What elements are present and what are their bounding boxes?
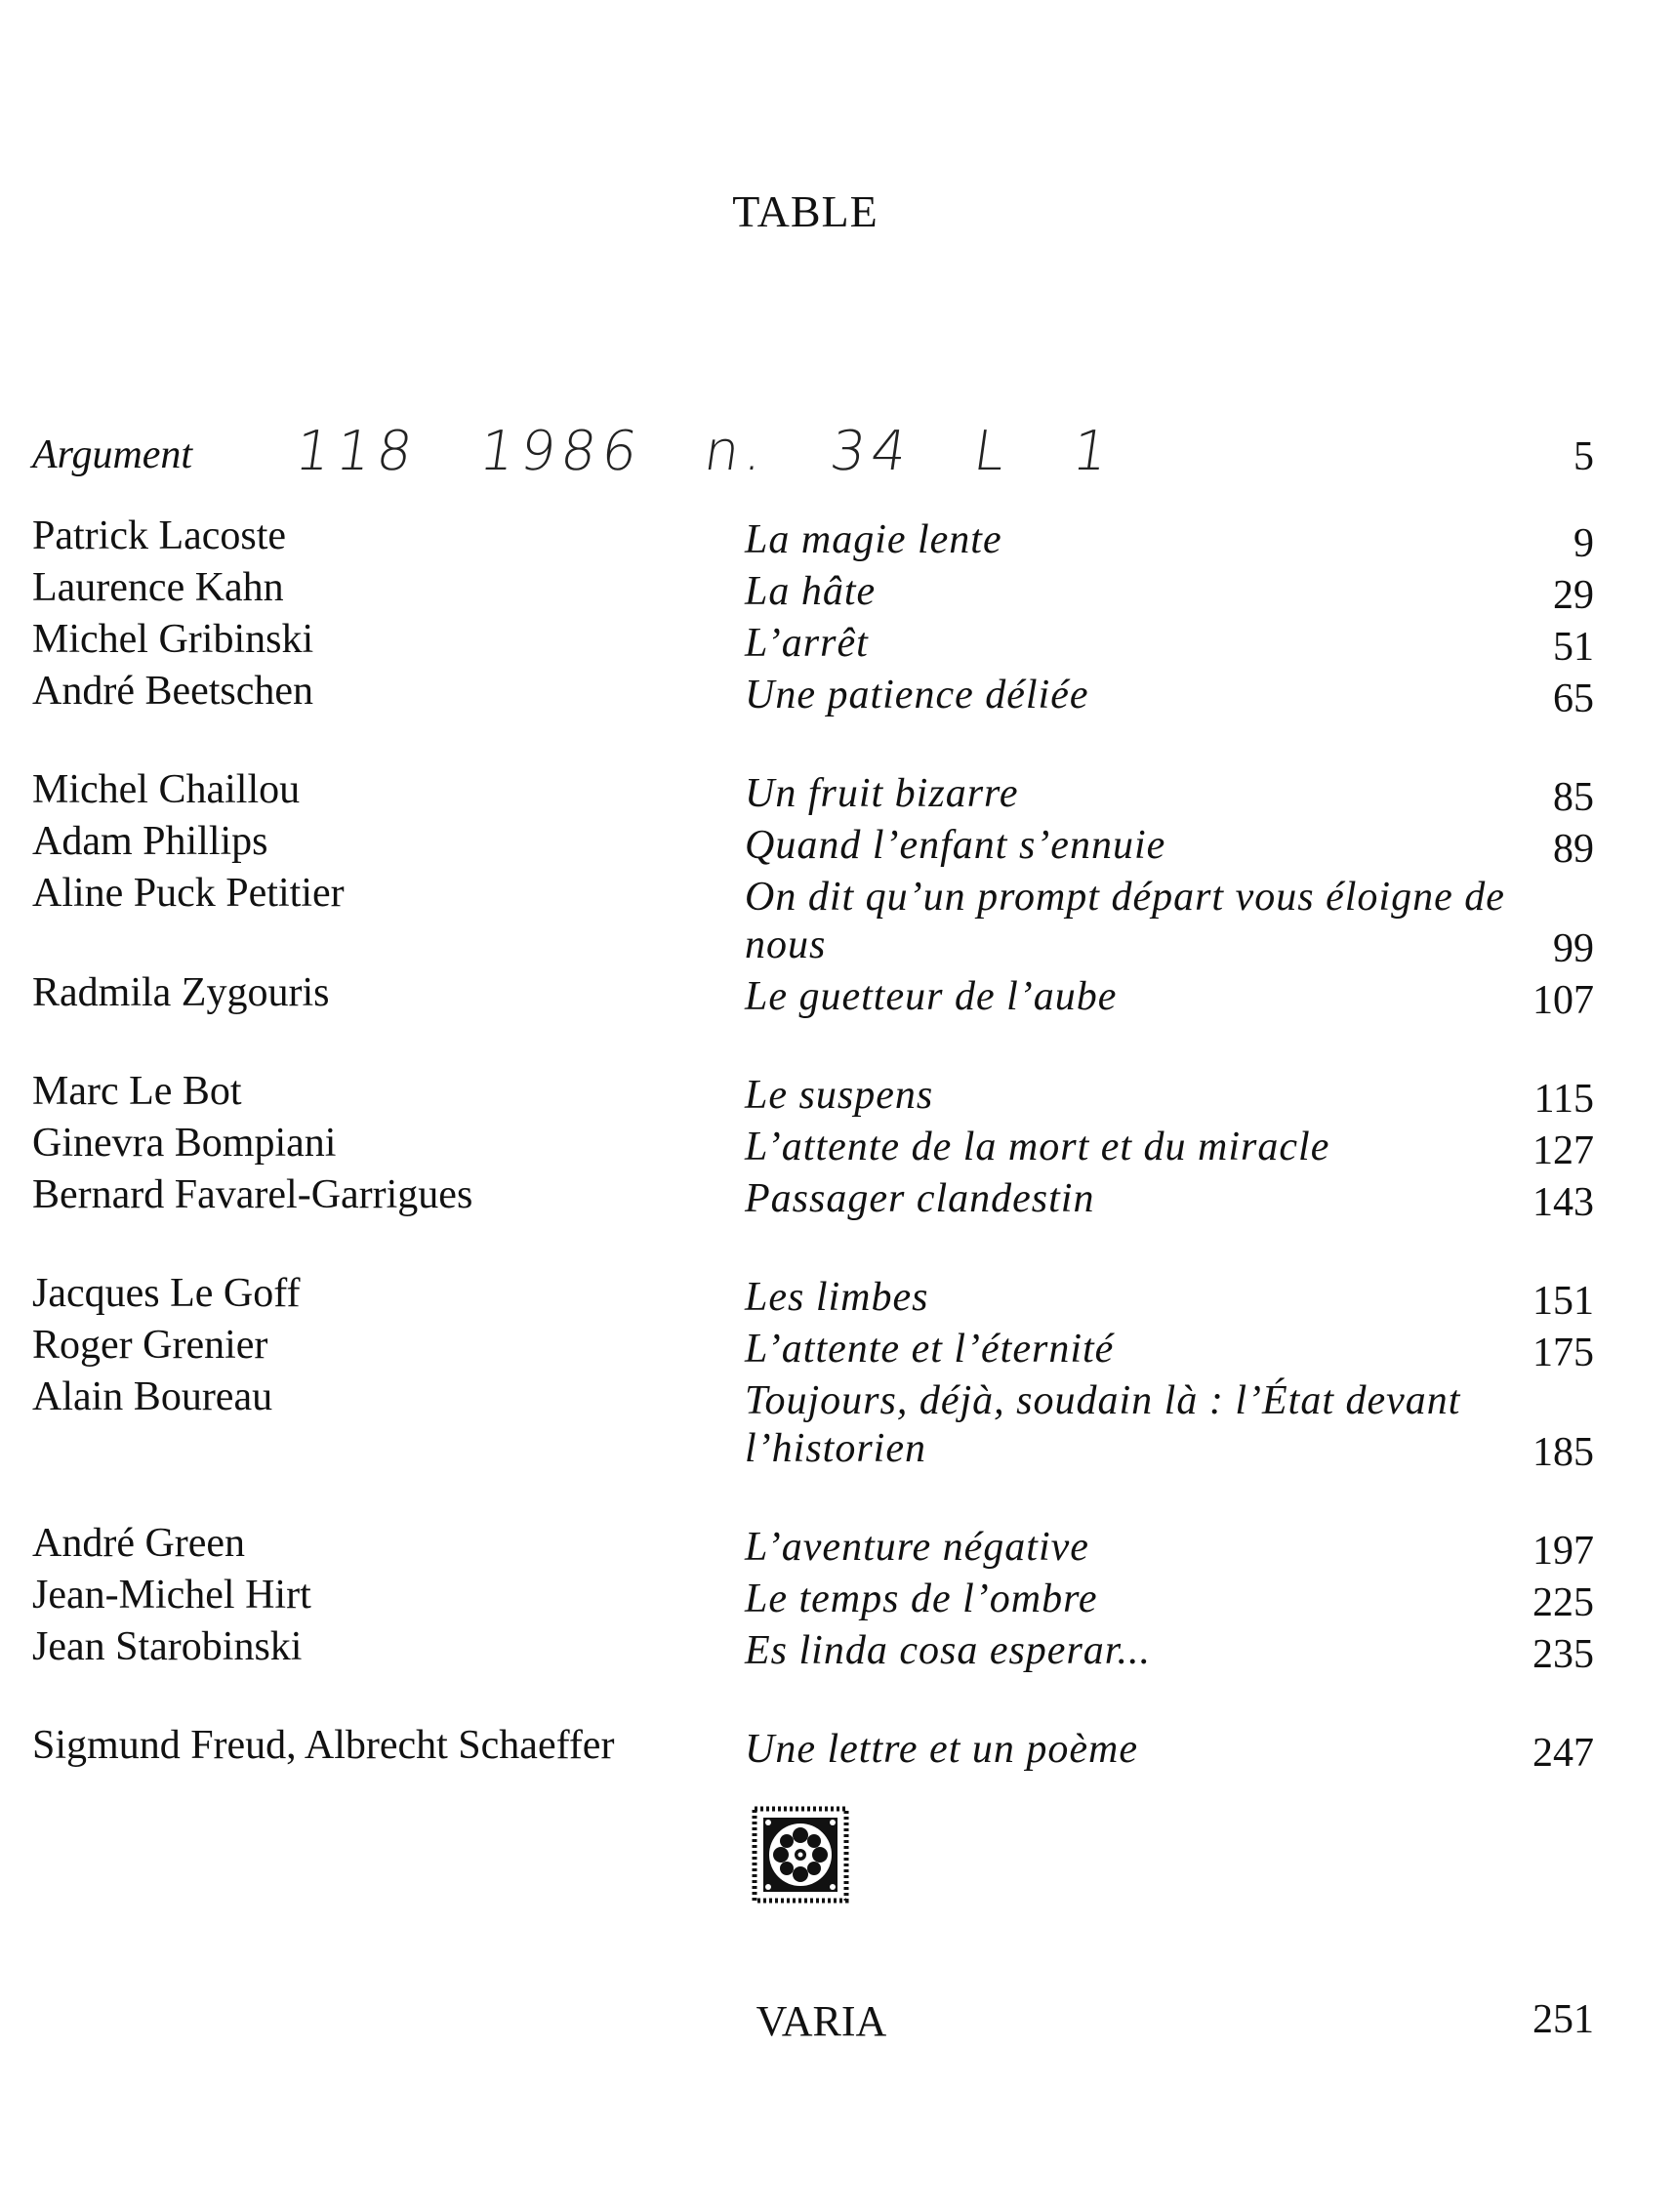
toc-page-number: 107 <box>1532 978 1594 1023</box>
varia-page-number: 251 <box>1532 1997 1594 2042</box>
toc-work-title: Es linda cosa esperar... <box>745 1628 1151 1673</box>
handwritten-annotation: 118 1986 n. 34 L 1 <box>291 420 1119 483</box>
table-of-contents <box>32 512 1594 1821</box>
toc-work-title: La hâte <box>745 569 877 614</box>
toc-author: Sigmund Freud, Albrecht Schaeffer <box>32 1723 615 1768</box>
toc-entry <box>32 1623 1594 1675</box>
toc-author: Marc Le Bot <box>32 1069 242 1114</box>
toc-work-title: Toujours, déjà, soudain là : l’État devant l’historien <box>745 1378 1461 1471</box>
toc-page-number: 235 <box>1532 1632 1594 1677</box>
toc-author: Michel Chaillou <box>32 767 301 812</box>
rosette-ornament-icon <box>752 1806 849 1904</box>
toc-work-title: La magie lente <box>745 517 1002 562</box>
toc-entry <box>32 1068 1594 1120</box>
toc-author: Jean Starobinski <box>32 1624 303 1669</box>
toc-author: Alain Boureau <box>32 1374 273 1419</box>
toc-author: Jean-Michel Hirt <box>32 1573 311 1618</box>
toc-page-number: 151 <box>1532 1279 1594 1324</box>
toc-work-title: Une lettre et un poème <box>745 1727 1138 1772</box>
toc-author: Michel Gribinski <box>32 617 314 662</box>
toc-group <box>32 1520 1594 1675</box>
toc-page-number: 9 <box>1573 521 1594 566</box>
toc-work-title: Le guetteur de l’aube <box>745 974 1118 1019</box>
varia-label: VARIA <box>756 1997 887 2045</box>
toc-author: Jacques Le Goff <box>32 1271 301 1316</box>
toc-entry <box>32 1373 1594 1473</box>
toc-work-title: Une patience déliée <box>745 673 1089 717</box>
toc-entry <box>32 818 1594 870</box>
toc-page-number: 115 <box>1533 1077 1594 1122</box>
toc-entry <box>32 766 1594 818</box>
toc-page-number: 85 <box>1553 775 1594 820</box>
toc-entry <box>32 870 1594 969</box>
toc-entry <box>32 564 1594 616</box>
toc-page-number: 185 <box>1532 1430 1594 1475</box>
toc-work-title: Le suspens <box>745 1073 934 1118</box>
toc-page-number: 175 <box>1532 1331 1594 1375</box>
argument-label: Argument <box>32 432 193 477</box>
toc-author: Aline Puck Petitier <box>32 871 345 916</box>
toc-author: Radmila Zygouris <box>32 970 330 1015</box>
toc-author: Ginevra Bompiani <box>32 1121 337 1166</box>
toc-group <box>32 1722 1594 1774</box>
toc-work-title: Le temps de l’ombre <box>745 1577 1098 1621</box>
toc-work-title: L’attente et l’éternité <box>745 1327 1115 1372</box>
toc-work-title: L’attente de la mort et du miracle <box>745 1125 1330 1169</box>
toc-work-title: Un fruit bizarre <box>745 771 1019 816</box>
toc-entry <box>32 512 1594 564</box>
toc-work-title: Les limbes <box>745 1275 929 1320</box>
toc-entry <box>32 1520 1594 1572</box>
toc-author: André Green <box>32 1521 246 1566</box>
toc-entry <box>32 1270 1594 1322</box>
varia-entry <box>32 1996 1594 2055</box>
argument-page-number: 5 <box>1573 434 1594 479</box>
toc-entry <box>32 1722 1594 1774</box>
toc-entry <box>32 616 1594 668</box>
toc-work-title: Quand l’enfant s’ennuie <box>745 823 1166 868</box>
toc-entry <box>32 1572 1594 1623</box>
toc-page-number: 127 <box>1532 1128 1594 1173</box>
toc-author: André Beetschen <box>32 669 314 714</box>
toc-work-title: Passager clandestin <box>745 1176 1095 1221</box>
toc-page-number: 65 <box>1553 676 1594 721</box>
toc-group <box>32 512 1594 719</box>
toc-group <box>32 1270 1594 1473</box>
toc-group <box>32 1068 1594 1223</box>
toc-page-number: 51 <box>1553 625 1594 670</box>
toc-page-number: 99 <box>1553 926 1594 971</box>
toc-author: Adam Phillips <box>32 819 268 864</box>
toc-page-number: 29 <box>1553 573 1594 618</box>
toc-entry <box>32 969 1594 1021</box>
toc-author: Bernard Favarel-Garrigues <box>32 1172 473 1217</box>
toc-work-title: L’aventure négative <box>745 1525 1089 1570</box>
toc-page-number: 247 <box>1532 1731 1594 1776</box>
toc-page-number: 197 <box>1532 1529 1594 1574</box>
toc-work-title: On dit qu’un prompt départ vous éloigne de nous <box>745 875 1505 967</box>
toc-entry <box>32 1120 1594 1171</box>
toc-author: Laurence Kahn <box>32 565 284 610</box>
argument-entry <box>32 420 1594 488</box>
toc-entry <box>32 1322 1594 1373</box>
toc-page-number: 225 <box>1532 1580 1594 1625</box>
page-title: TABLE <box>732 186 878 236</box>
toc-page-number: 89 <box>1553 827 1594 872</box>
toc-work-title: L’arrêt <box>745 621 869 666</box>
toc-page-number: 143 <box>1532 1180 1594 1225</box>
toc-author: Roger Grenier <box>32 1323 268 1368</box>
toc-author: Patrick Lacoste <box>32 513 287 558</box>
toc-group <box>32 766 1594 1021</box>
toc-entry <box>32 1171 1594 1223</box>
toc-entry <box>32 668 1594 719</box>
